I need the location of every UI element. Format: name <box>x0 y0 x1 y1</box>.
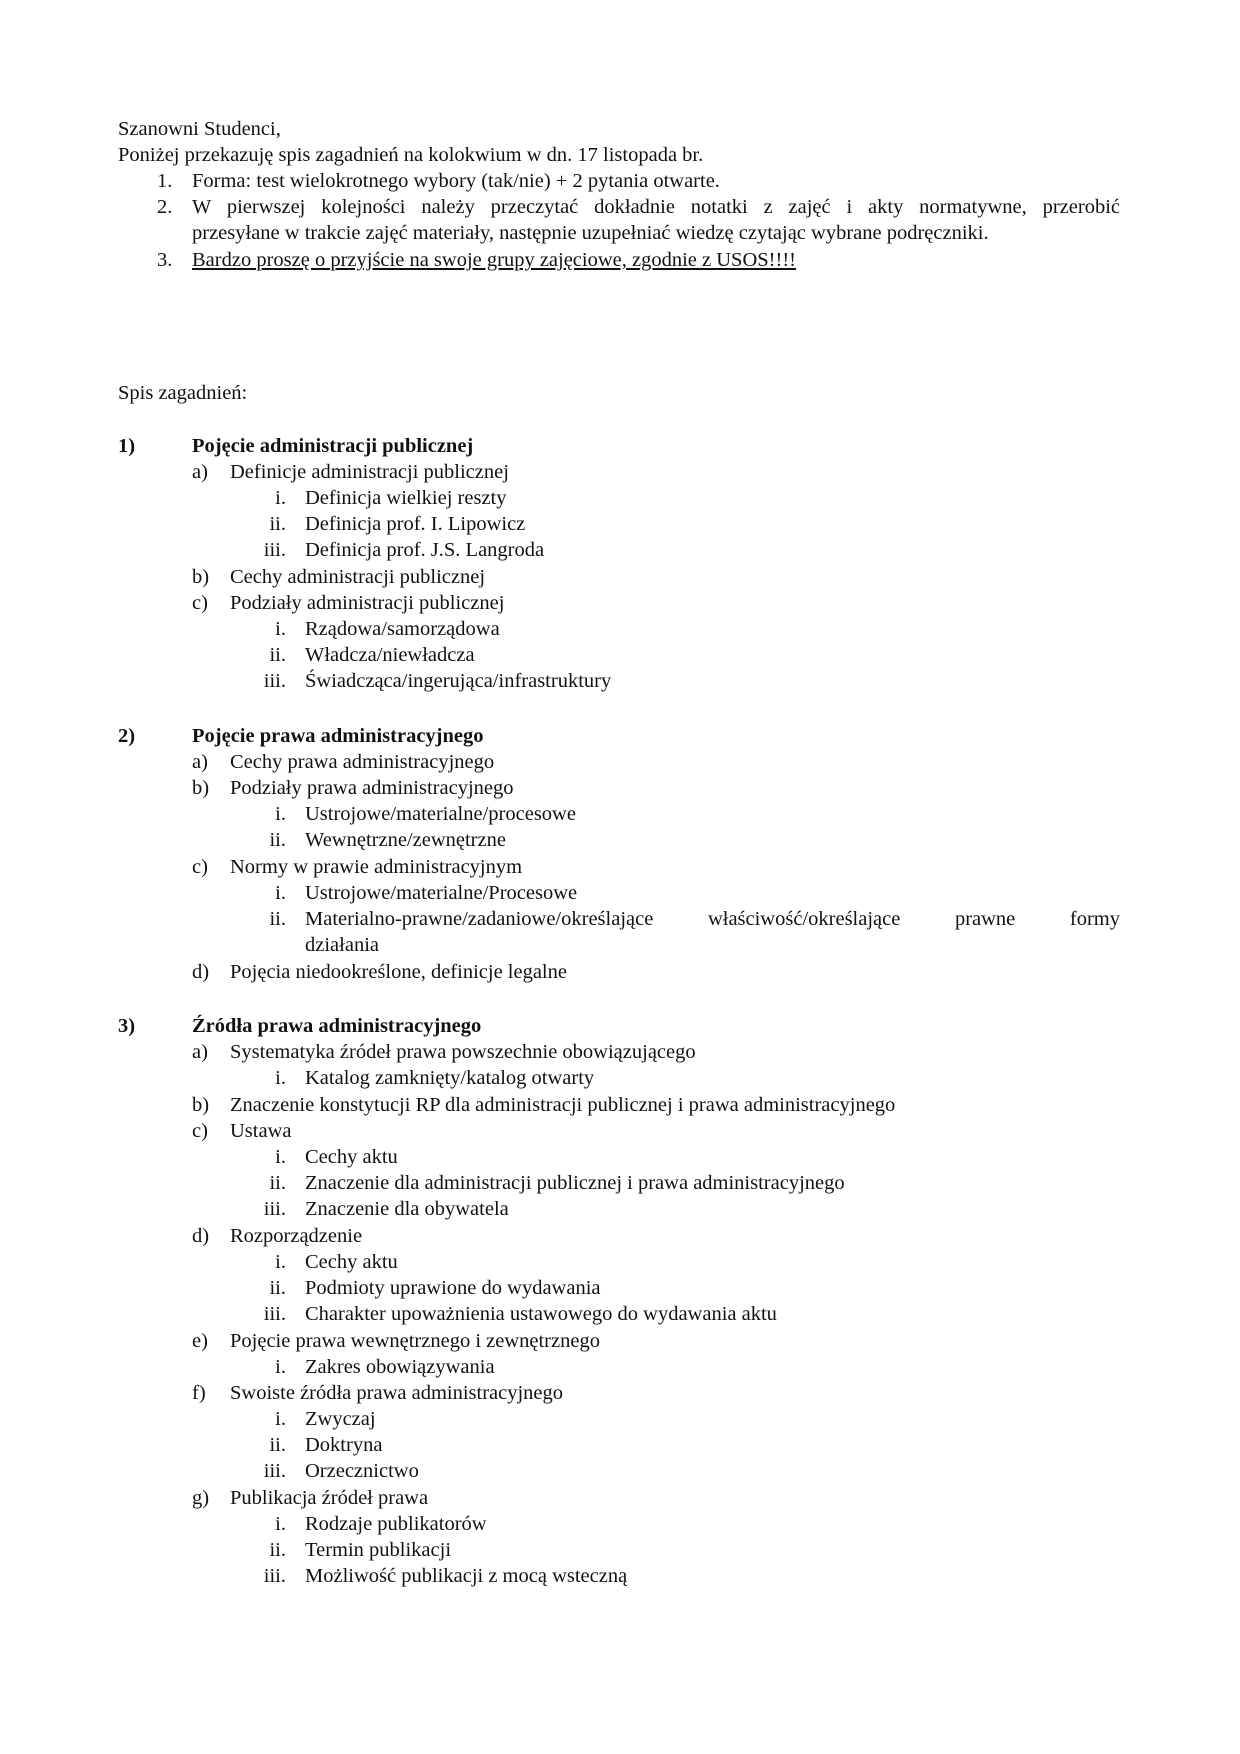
sub-numeral: ii. <box>269 908 286 930</box>
sub-numeral: i. <box>275 803 286 825</box>
section-title: Źródła prawa administracyjnego <box>192 1015 482 1037</box>
sub-text: Rodzaje publikatorów <box>305 1513 487 1535</box>
intro-item-number: 1. <box>157 170 173 192</box>
sub-text: Zwyczaj <box>305 1408 376 1430</box>
sub-text: Materialno-prawne/zadaniowe/określające właściwość/określające prawne formy <box>305 908 1120 930</box>
sub-text: Cechy aktu <box>305 1251 398 1273</box>
sub-numeral: i. <box>275 1067 286 1089</box>
sub-numeral: i. <box>275 618 286 640</box>
sub-numeral: ii. <box>269 1277 286 1299</box>
item-text: Podziały prawa administracyjnego <box>230 777 514 799</box>
intro-item-number: 2. <box>157 196 173 218</box>
section-number: 1) <box>118 435 136 457</box>
intro-text: Poniżej przekazuję spis zagadnień na kolokwium w dn. 17 listopada br. <box>118 144 704 166</box>
item-text: Systematyka źródeł prawa powszechnie obowiązującego <box>230 1041 696 1063</box>
sub-text: Świadcząca/ingerująca/infrastruktury <box>305 670 612 692</box>
topics-heading: Spis zagadnień: <box>118 382 248 404</box>
sub-numeral: i. <box>275 1513 286 1535</box>
sub-numeral: iii. <box>263 1198 286 1220</box>
intro-item-number: 3. <box>157 249 173 271</box>
item-letter: d) <box>192 961 210 983</box>
item-letter: f) <box>192 1382 206 1404</box>
section-number: 2) <box>118 725 136 747</box>
item-text: Podziały administracji publicznej <box>230 592 505 614</box>
sub-numeral: iii. <box>263 1565 286 1587</box>
item-text: Rozporządzenie <box>230 1225 363 1247</box>
section-number: 3) <box>118 1015 136 1037</box>
sub-text: Definicja wielkiej reszty <box>305 487 507 509</box>
section-title: Pojęcie prawa administracyjnego <box>192 725 484 747</box>
section-title: Pojęcie administracji publicznej <box>192 435 474 457</box>
sub-text: Wewnętrzne/zewnętrzne <box>305 829 506 851</box>
sub-numeral: ii. <box>269 1434 286 1456</box>
sub-numeral: iii. <box>263 539 286 561</box>
item-text: Swoiste źródła prawa administracyjnego <box>230 1382 564 1404</box>
sub-text: Władcza/niewładcza <box>305 644 475 666</box>
sub-text-continued: działania <box>305 934 379 956</box>
item-text: Normy w prawie administracyjnym <box>230 856 523 878</box>
intro-item-text-underlined: Bardzo proszę o przyjście na swoje grupy zajęciowe, zgodnie z USOS!!!! <box>192 249 796 271</box>
sub-text: Orzecznictwo <box>305 1460 419 1482</box>
sub-text: Znaczenie dla obywatela <box>305 1198 509 1220</box>
sub-numeral: ii. <box>269 1539 286 1561</box>
sub-numeral: iii. <box>263 1460 286 1482</box>
sub-numeral: i. <box>275 1251 286 1273</box>
intro-item-text: W pierwszej kolejności należy przeczytać dokładnie notatki z zajęć i akty normatywne, przerobić <box>192 196 1120 218</box>
item-letter: c) <box>192 856 208 878</box>
greeting: Szanowni Studenci, <box>118 118 281 140</box>
sub-numeral: i. <box>275 487 286 509</box>
sub-numeral: ii. <box>269 644 286 666</box>
sub-text: Rządowa/samorządowa <box>305 618 500 640</box>
sub-text: Doktryna <box>305 1434 383 1456</box>
sub-text: Cechy aktu <box>305 1146 398 1168</box>
item-letter: c) <box>192 592 208 614</box>
sub-numeral: i. <box>275 1408 286 1430</box>
item-text: Znaczenie konstytucji RP dla administracji publicznej i prawa administracyjnego <box>230 1094 896 1116</box>
sub-numeral: iii. <box>263 1303 286 1325</box>
sub-text: Możliwość publikacji z mocą wsteczną <box>305 1565 628 1587</box>
sub-numeral: ii. <box>269 513 286 535</box>
item-text: Cechy prawa administracyjnego <box>230 751 495 773</box>
item-text: Ustawa <box>230 1120 292 1142</box>
sub-text: Zakres obowiązywania <box>305 1356 495 1378</box>
sub-numeral: iii. <box>263 670 286 692</box>
sub-numeral: ii. <box>269 1172 286 1194</box>
item-text: Pojęcia niedookreślone, definicje legalne <box>230 961 567 983</box>
sub-text: Znaczenie dla administracji publicznej i prawa administracyjnego <box>305 1172 845 1194</box>
item-text: Cechy administracji publicznej <box>230 566 486 588</box>
item-letter: b) <box>192 566 210 588</box>
item-text: Definicje administracji publicznej <box>230 461 509 483</box>
sub-numeral: i. <box>275 882 286 904</box>
item-letter: a) <box>192 461 208 483</box>
intro-item-text-continued: przesyłane w trakcie zajęć materiały, następnie uzupełniać wiedzę czytając wybrane podręczniki. <box>192 222 989 244</box>
sub-text: Ustrojowe/materialne/Procesowe <box>305 882 578 904</box>
sub-text: Podmioty uprawione do wydawania <box>305 1277 601 1299</box>
sub-text: Ustrojowe/materialne/procesowe <box>305 803 576 825</box>
item-letter: g) <box>192 1487 210 1509</box>
sub-text: Termin publikacji <box>305 1539 452 1561</box>
sub-numeral: i. <box>275 1146 286 1168</box>
item-letter: c) <box>192 1120 208 1142</box>
sub-text: Definicja prof. I. Lipowicz <box>305 513 526 535</box>
item-letter: e) <box>192 1330 208 1352</box>
intro-item-text: Forma: test wielokrotnego wybory (tak/nie) + 2 pytania otwarte. <box>192 170 720 192</box>
item-text: Pojęcie prawa wewnętrznego i zewnętrznego <box>230 1330 600 1352</box>
item-letter: b) <box>192 1094 210 1116</box>
item-letter: a) <box>192 751 208 773</box>
sub-text: Definicja prof. J.S. Langroda <box>305 539 545 561</box>
item-letter: a) <box>192 1041 208 1063</box>
sub-numeral: ii. <box>269 829 286 851</box>
sub-numeral: i. <box>275 1356 286 1378</box>
sub-text: Charakter upoważnienia ustawowego do wydawania aktu <box>305 1303 777 1325</box>
item-letter: d) <box>192 1225 210 1247</box>
item-text: Publikacja źródeł prawa <box>230 1487 429 1509</box>
sub-text: Katalog zamknięty/katalog otwarty <box>305 1067 595 1089</box>
item-letter: b) <box>192 777 210 799</box>
